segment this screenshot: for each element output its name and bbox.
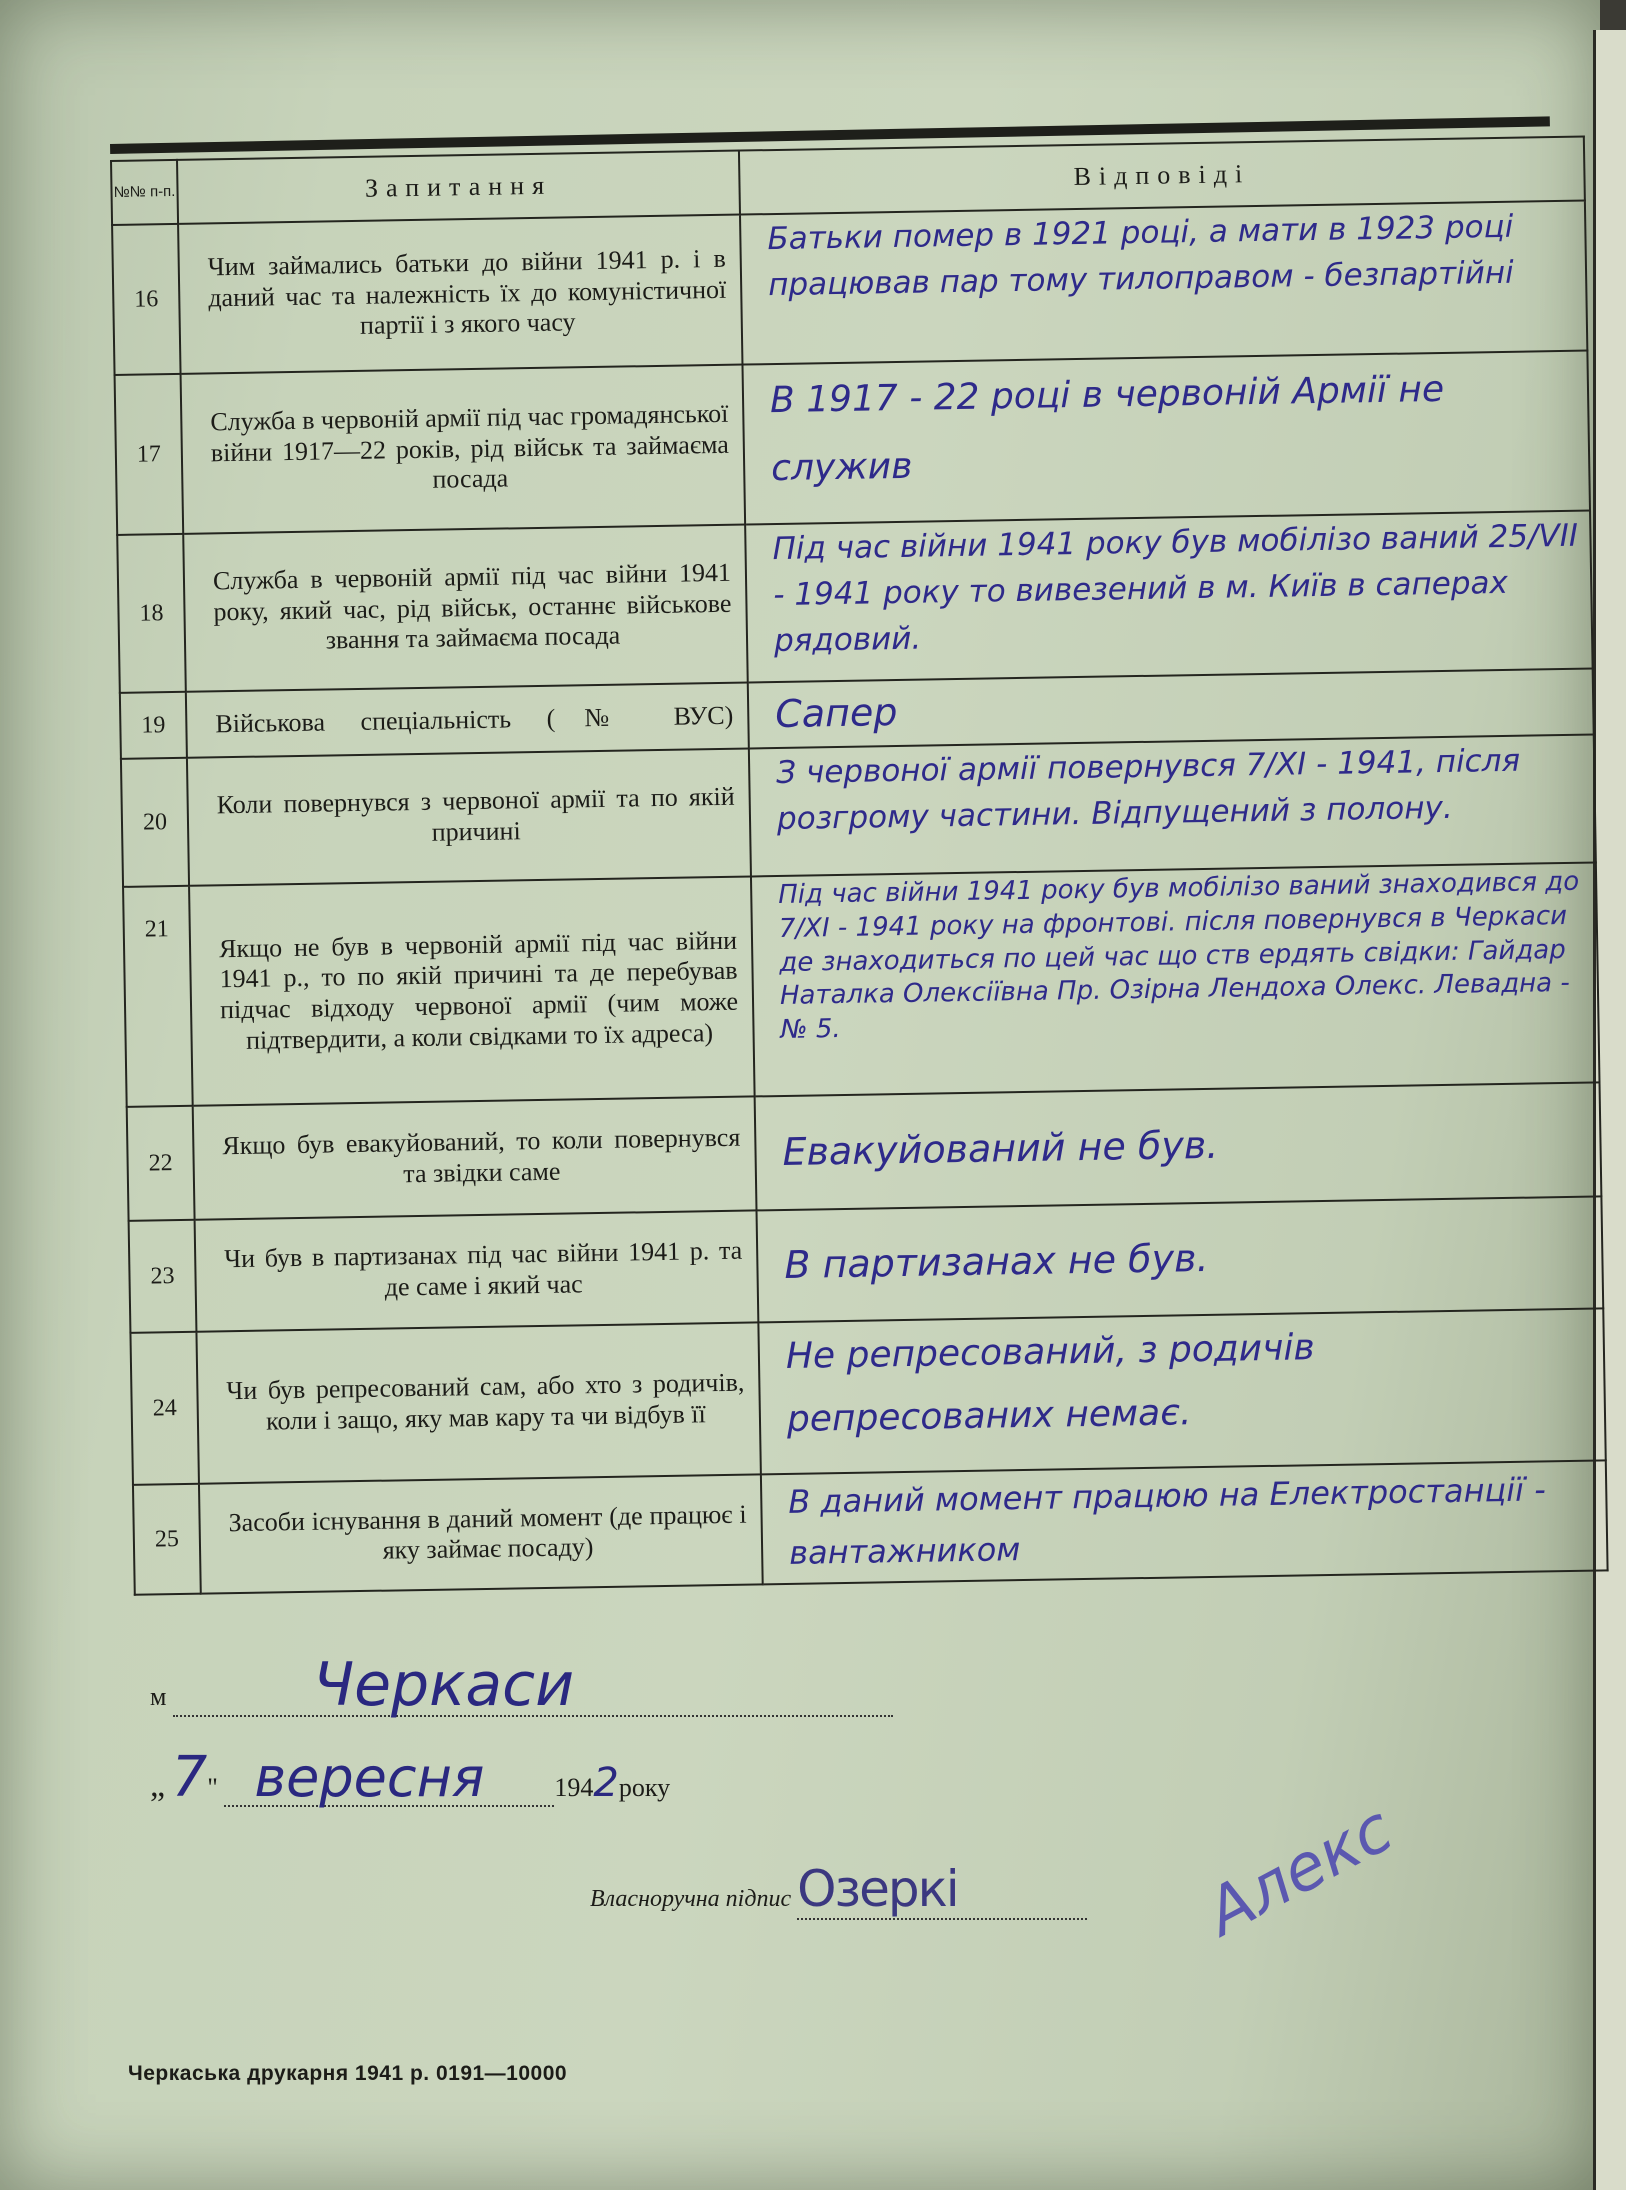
row-question: Коли повернувся з червоної армії та по якій причині — [187, 748, 751, 885]
questionnaire-table — [110, 136, 1609, 1597]
year-prefix: 194 — [554, 1773, 594, 1802]
row-answer: Сапер — [748, 668, 1594, 748]
row-number: 19 — [120, 692, 187, 759]
city-line — [150, 1650, 893, 1720]
row-answer: В партизанах не був. — [757, 1196, 1604, 1322]
row-question: Якщо був евакуйований, то коли повернувся та звідки саме — [193, 1096, 757, 1219]
row-number: 18 — [117, 534, 186, 693]
signature: Озеркі — [797, 1860, 958, 1918]
row-answer: Під час війни 1941 року був мобілізо ваний знаходився до 7/XI - 1941 року на фронтові. після повернувся в Черкаси де знаходиться по цей час що ств ердять свідки: Гайдар Наталка Олексіївна Пр. Озірна Лендоха Олекс. Левадна - № 5. — [751, 862, 1600, 1096]
table-row — [130, 1308, 1605, 1484]
row-question: Служба в червоній армії під час війни 1941 року, який час, рід військ, останнє військове звання та займаєма посада — [183, 525, 748, 692]
row-question: Служба в червоній армії під час громадянської війни 1917—22 років, рід військ та займаєма посада — [181, 365, 746, 534]
row-number: 23 — [129, 1220, 197, 1333]
row-question: Військова спеціальність (№ ВУС) — [186, 682, 749, 757]
row-number: 16 — [112, 224, 180, 375]
date-day: 7 — [171, 1745, 208, 1810]
row-answer: Евакуйований не був. — [755, 1082, 1602, 1210]
table-row — [123, 862, 1599, 1106]
printer-imprint: Черкаська друкарня 1941 р. 0191—10000 — [128, 2062, 568, 2085]
signature-label: Власноручна підпис — [590, 1886, 792, 1912]
row-number: 17 — [115, 374, 184, 535]
date-close-quote: " — [207, 1773, 218, 1802]
table-row — [112, 201, 1587, 375]
header-number: №№ п-п. — [111, 160, 178, 225]
table-row — [117, 511, 1592, 693]
row-number: 21 — [123, 886, 193, 1107]
row-question: Якщо не був в червоній армії під час війни 1941 р., то по якій причині та де перебував підчас відходу червоної армії (чим може підтвердити, а коли свідками то їх адреса) — [189, 876, 755, 1105]
row-question: Засоби існування в даний момент (де працює і яку займає посаду) — [199, 1474, 763, 1594]
city-value: Черкаси — [173, 1655, 893, 1717]
year-digit: 2 — [593, 1760, 619, 1806]
row-answer: В даний момент працюю на Електростанції - вантажником — [761, 1460, 1608, 1584]
row-number: 20 — [121, 758, 189, 887]
second-signature: Алекс — [1195, 1792, 1405, 1951]
header-question: Запитання — [177, 151, 740, 224]
row-answer: В 1917 - 22 році в червоній Армії не служив — [742, 351, 1590, 525]
header-answer: Відповіді — [739, 137, 1585, 215]
date-open-quote: „ — [150, 1767, 166, 1804]
signature-line — [590, 1860, 1087, 1920]
row-number: 24 — [130, 1332, 199, 1485]
table-row — [133, 1460, 1608, 1595]
city-prefix: м — [150, 1682, 167, 1711]
date-month: вересня — [224, 1751, 554, 1807]
row-number: 22 — [127, 1106, 195, 1221]
table-row — [121, 734, 1596, 886]
year-suffix: року — [618, 1773, 671, 1802]
row-answer: Батьки помер в 1921 році, а мати в 1923 році працював пар тому тилоправом - безпартійні — [740, 201, 1587, 365]
row-answer: З червоної армії повернувся 7/XI - 1941, після розгрому частини. Відпущений з полону. — [749, 734, 1596, 876]
row-question: Чи був репресований сам, або хто з родичів, коли і защо, яку мав кару та чи відбув її — [196, 1322, 760, 1483]
date-line — [150, 1745, 670, 1810]
row-answer: Не репресований, з родичів репресованих немає. — [758, 1308, 1605, 1474]
row-question: Чим займались батьки до війни 1941 р. і в даний час та належність їх до комуністичної партії і з якого часу — [178, 215, 742, 374]
row-answer: Під час війни 1941 року був мобілізо ваний 25/VII - 1941 року то вивезений в м. Київ в саперах рядовий. — [745, 511, 1593, 683]
table-row — [115, 351, 1590, 535]
row-question: Чи був в партизанах під час війни 1941 р. та де саме і який час — [195, 1210, 759, 1331]
signature-field — [797, 1860, 1087, 1920]
row-number: 25 — [133, 1484, 201, 1595]
